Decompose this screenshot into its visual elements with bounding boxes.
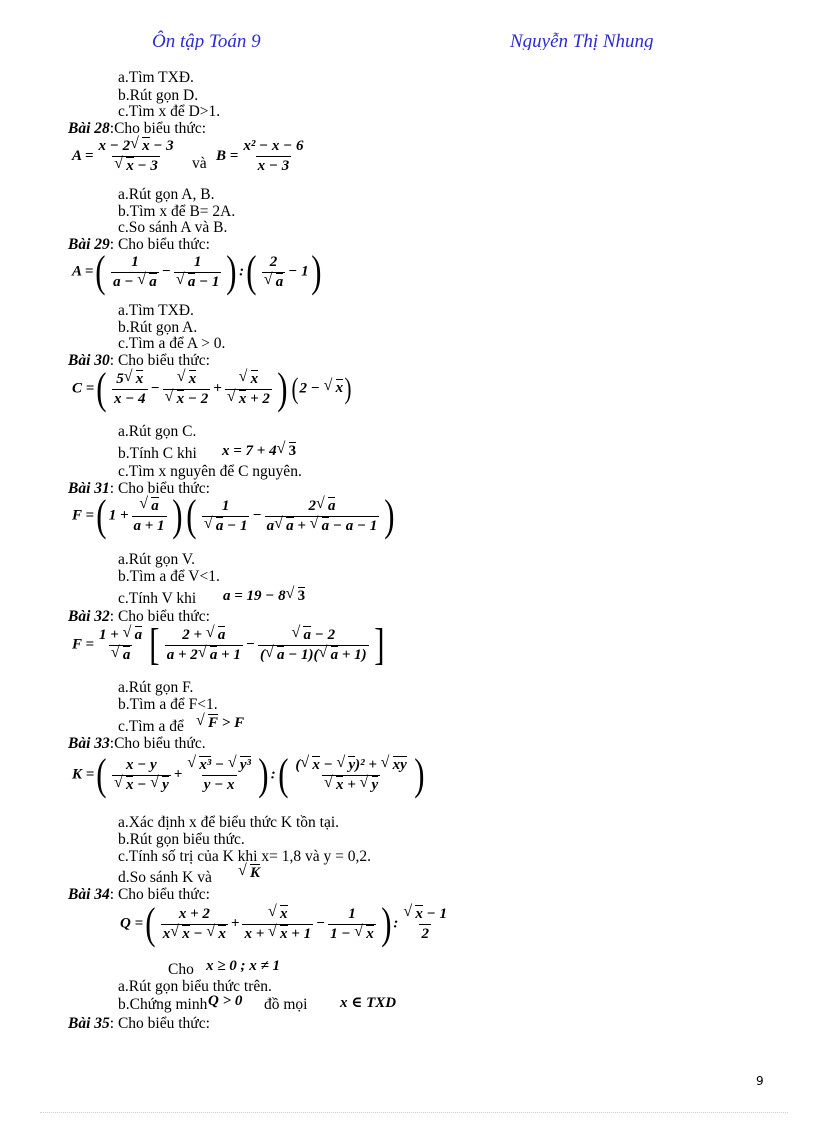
b28-item-a: a.Rút gọn A, B. <box>118 186 215 203</box>
formula-b34-q: Q > 0 <box>208 993 243 1009</box>
formula-b30-x: x = 7 + 4√ 3 <box>222 443 296 460</box>
b34-item-b2: đồ mọi <box>264 996 308 1013</box>
formula-b33-d: √ K <box>238 865 260 882</box>
formula-b34: Q =( $\frac{x + 2}{x√ x - √ x}$ + √ $\frac{x}{x + √ x + 1}$ − $\frac{1}{1 - √ x}$ ) : √ $\frac{x - 1}{2}$ <box>120 904 452 944</box>
header-left: Ôn tập Toán 9 <box>152 31 261 50</box>
header-right: Nguyễn Thị Nhung <box>510 31 654 50</box>
b30-item-a: a.Rút gọn C. <box>118 423 197 440</box>
b29-item-a: a.Tìm TXĐ. <box>118 302 194 319</box>
b29-item-b: b.Rút gọn A. <box>118 319 198 336</box>
formula-b28-a: A = x − 2√ x − 3 √ x − 3 <box>72 138 179 175</box>
footer-divider <box>40 1112 788 1113</box>
b34-item-b: b.Chứng minh <box>118 996 208 1013</box>
b29-item-c: c.Tìm a để A > 0. <box>118 335 226 352</box>
b33-item-c: c.Tính số trị của K khi x= 1,8 và y = 0,2. <box>118 848 371 865</box>
b33-item-b: b.Rút gọn biểu thức. <box>118 831 245 848</box>
formula-b33: K =( x − y √ x − √ y + √ $\frac{\text{x³ − √ y³}}{y - x}$ ) :( (√ x − √ y)² + √ xy √ x + √ y ) <box>72 755 427 795</box>
formula-b31: F =( 1 + √ $\frac{a}{a + 1}$ )( 1 √ a − 1 − $\frac{2√ a}{a√ a + √ a - a - 1}$ ) <box>72 496 397 536</box>
b31-item-a: a.Rút gọn V. <box>118 551 195 568</box>
b30-item-b: b.Tính C khi <box>118 445 197 462</box>
b34-cho: Cho <box>168 961 194 978</box>
b31-item-c: c.Tính V khi <box>118 590 197 607</box>
b34-item-a: a.Rút gọn biểu thức trên. <box>118 978 272 995</box>
b28-item-b: b.Tìm x để B= 2A. <box>118 203 236 220</box>
b31-item-b: b.Tìm a để V<1. <box>118 568 220 585</box>
page-number: 9 <box>756 1074 764 1088</box>
b30-item-c: c.Tìm x nguyên để C nguyên. <box>118 463 302 480</box>
bai-33-heading: Bài 33:Cho biểu thức. <box>68 735 206 752</box>
b32-item-a: a.Rút gọn F. <box>118 679 194 696</box>
item-c-d1: c.Tìm x để D>1. <box>118 103 221 120</box>
bai-30-heading: Bài 30: Cho biểu thức: <box>68 352 210 369</box>
bai-34-heading: Bài 34: Cho biểu thức: <box>68 886 210 903</box>
b28-and: và <box>192 155 207 172</box>
b33-item-d: d.So sánh K và <box>118 869 212 886</box>
bai-29-heading: Bài 29: Cho biểu thức: <box>68 236 210 253</box>
formula-b34-cond: x ≥ 0 ; x ≠ 1 <box>206 958 280 974</box>
formula-b34-domain: x ∈ TXD <box>340 995 397 1011</box>
formula-b32-c: √ F > F <box>196 715 244 732</box>
b32-item-c: c.Tìm a để <box>118 718 184 735</box>
b32-item-b: b.Tìm a để F<1. <box>118 696 218 713</box>
formula-b29: A =( $\frac{1}{a - √ a}$ − 1 √ a − 1 ) :( 2 √ a − 1) <box>72 252 323 292</box>
bai-32-heading: Bài 32: Cho biểu thức: <box>68 608 210 625</box>
formula-b30: C =( $\frac{5√ x}{x - 4}$ − √ x √ x − 2 + √ x √ x + 2 ) ( 2 − √ x) <box>72 369 353 409</box>
bai-31-heading: Bài 31: Cho biểu thức: <box>68 480 210 497</box>
b28-item-c: c.So sánh A và B. <box>118 219 228 236</box>
b33-item-a: a.Xác định x để biểu thức K tồn tại. <box>118 814 340 831</box>
formula-b32: F = 1 + √ a √ a [ $\frac{2 + √ a}{a + 2√ a + 1}$ − √ $\frac{a - 2}{(√ a - 1)(√ a + 1)}$ ] <box>72 625 386 665</box>
item-a-txd: a.Tìm TXĐ. <box>118 69 194 86</box>
formula-b28-b: B = $\frac{\text{x² − x − 6}}{x - 3}$ <box>216 138 304 174</box>
formula-b31-a: a = 19 − 8√ 3 <box>223 588 305 605</box>
bai-28-heading: Bài 28:Cho biểu thức: <box>68 120 207 137</box>
item-b-rg-d: b.Rút gọn D. <box>118 87 199 104</box>
bai-35-heading: Bài 35: Cho biểu thức: <box>68 1015 210 1032</box>
